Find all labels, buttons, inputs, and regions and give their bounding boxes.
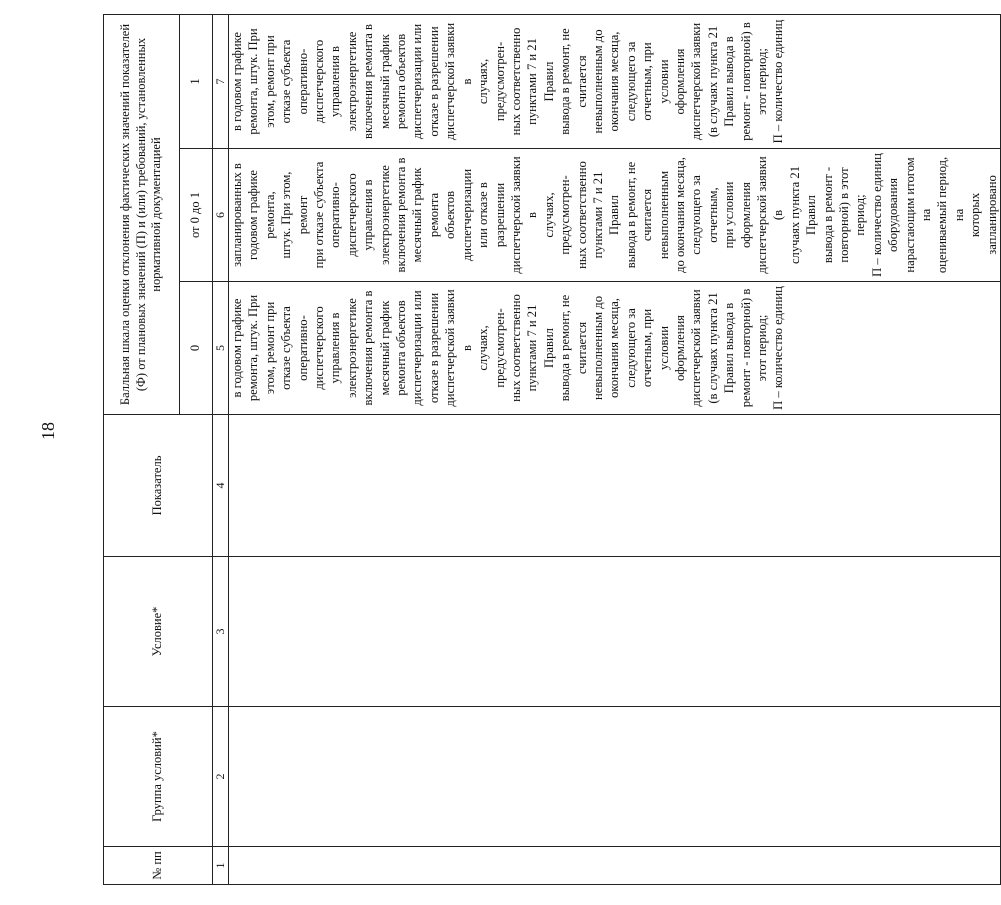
cell-line: диспетчерской заявки [689, 22, 704, 141]
rotated-table-container [103, 15, 999, 885]
cell-line: этот период; [755, 314, 769, 382]
col-number: 4 [213, 415, 229, 557]
cell-line: этот период; [755, 48, 769, 115]
cell-line: месячный график [377, 34, 392, 129]
cell-line: управления в [361, 179, 376, 251]
cell-line: невыполненным до [590, 29, 605, 134]
cell-line: случаях, предусмотрен- [541, 175, 573, 255]
header-no: № пп [104, 847, 213, 885]
cell-group [229, 707, 1001, 847]
cell-line: ремонта, штук. При [246, 294, 261, 402]
cell-line: которых запланировано [968, 175, 999, 255]
cell-line: повторной) в этот период; [837, 167, 868, 263]
cell-line: оперативно- [328, 182, 343, 248]
cell-line: следующего за [623, 41, 638, 122]
table-row [229, 15, 1001, 885]
cell-line: ных соответственно [508, 294, 523, 402]
col-number: 1 [213, 847, 229, 885]
cell-line: отказе в разрешении [426, 292, 441, 404]
cell-line: ных соответственно [508, 27, 523, 136]
cell-line: отказе субъекта [279, 39, 294, 124]
cell-line: оборудования [886, 178, 901, 252]
cell-line: отчетным, при условии [640, 308, 671, 388]
cell-line: включения ремонта в [394, 157, 409, 273]
cell-line: пунктами 7 и 21 Правил [525, 304, 556, 392]
cell-line: Правил вывода в [722, 302, 737, 394]
cell-line: оперативно- [295, 48, 310, 115]
cell-no [229, 847, 1001, 885]
cell-line: диспетчерского [344, 173, 359, 257]
col-number: 5 [213, 282, 229, 415]
header-condition: Условие* [104, 557, 213, 707]
cell-line: случаях, предусмотрен- [476, 308, 507, 388]
cell-line: считается [574, 321, 589, 375]
cell-line: оформления [672, 48, 687, 115]
cell-line: электроэнергетике [344, 31, 359, 132]
cell-line: вывода в ремонт - [820, 166, 835, 264]
cell-indicator [229, 415, 1001, 557]
cell-line: отказе в разрешении [426, 26, 441, 137]
cell-line: включения ремонта в [361, 24, 376, 139]
cell-line: диспетчерского [312, 306, 327, 390]
cell-line: вывода в ремонт, не [558, 28, 573, 135]
cell-line: в годовом графике [230, 32, 244, 131]
cell-line: оформления [672, 315, 687, 381]
cell-line: случаях пункта 21 Правил [787, 165, 819, 265]
cell-score-mid [229, 149, 1001, 282]
cell-line: (в случаях пункта 21 [705, 292, 720, 404]
scoring-table [103, 14, 1001, 885]
cell-line: оцениваемый период, на [935, 156, 966, 274]
cell-line: пунктами 7 и 21 Правил [590, 171, 622, 259]
cell-line: запланированных в [230, 163, 244, 267]
cell-line: П – количество единиц [771, 286, 786, 410]
page-number: 18 [38, 422, 58, 440]
column-numbers-row [213, 15, 229, 885]
header-indicator: Показатель [104, 415, 213, 557]
cell-line: месячный график ремонта [410, 167, 441, 263]
cell-line: вывода в ремонт, не [558, 294, 573, 402]
cell-line: считается [574, 55, 589, 108]
cell-line: штук. При этом, ремонт [279, 171, 310, 259]
header-score-1: 1 [180, 15, 213, 149]
cell-line: отказе субъекта [279, 306, 294, 390]
cell-line: до окончания месяца, [672, 157, 687, 273]
cell-line: ремонта, штук. При [246, 28, 261, 135]
cell-line: при отказе субъекта [312, 161, 327, 269]
cell-line: объектов диспетчеризации [443, 168, 474, 262]
cell-line: ных соответственно [574, 161, 589, 269]
cell-line: П – количество единиц [869, 153, 884, 277]
cell-line: диспетчерской заявки в [508, 156, 540, 274]
cell-condition [229, 557, 1001, 707]
col-number: 7 [213, 15, 229, 149]
cell-line: ремонт - повторной) в [738, 22, 753, 141]
cell-line: П – количество единиц [771, 19, 786, 144]
cell-line: ремонта объектов [394, 33, 409, 130]
cell-line: включения ремонта в [361, 290, 376, 406]
cell-score-1 [229, 15, 1001, 149]
col-number: 3 [213, 557, 229, 707]
cell-line: пунктами 7 и 21 Правил [525, 38, 556, 125]
cell-line: управления в [328, 312, 343, 384]
cell-line: невыполненным до [590, 296, 605, 400]
col-number: 6 [213, 149, 229, 282]
cell-line: следующего за [623, 308, 638, 388]
header-score-mid: от 0 до 1 [180, 149, 213, 282]
cell-line: при условии оформления [722, 181, 753, 249]
cell-line: считается невыполненным [640, 170, 671, 260]
cell-score-0 [229, 282, 1001, 415]
cell-line: диспетчерской заявки в [443, 22, 474, 141]
cell-line: диспетчерской заявки (в [755, 156, 786, 274]
header-group: Группа условий* [104, 707, 213, 847]
cell-line: диспетчерской заявки в [443, 289, 474, 407]
cell-line: диспетчеризации или [410, 290, 425, 406]
cell-line: электроэнергетике [377, 165, 392, 265]
cell-line: вывода в ремонт, не [623, 161, 638, 269]
cell-line: Правил вывода в [722, 36, 737, 127]
cell-line: диспетчеризации или [410, 23, 425, 140]
cell-line: ремонт - повторной) в [738, 288, 753, 408]
cell-line: или отказе в разрешении [476, 182, 507, 248]
cell-line: окончания месяца, [607, 298, 622, 398]
cell-line: ремонта объектов [394, 300, 409, 396]
cell-line: отчетным, при условии [640, 42, 671, 121]
cell-line: в годовом графике [230, 298, 244, 398]
cell-line: этом, ремонт при [262, 35, 277, 128]
cell-line: диспетчерского [312, 39, 327, 124]
cell-line: оперативно- [295, 315, 310, 381]
cell-line: месячный график [377, 300, 392, 396]
cell-line: случаях, предусмотрен- [476, 41, 507, 122]
col-number: 2 [213, 707, 229, 847]
cell-line: этом, ремонт при [262, 301, 277, 395]
header-score-0: 0 [180, 282, 213, 415]
cell-line: (в случаях пункта 21 [705, 25, 720, 138]
cell-line: нарастающим итогом на [902, 157, 934, 273]
cell-line: следующего за отчетным, [689, 175, 720, 255]
cell-line: годовом графике ремонта, [246, 170, 277, 260]
header-scale-title: Балльная шкала оценки отклонения фактических значений показателей (Ф) от плановых значений (П) и (или) требований, установленных нормативной документацией [104, 15, 180, 415]
cell-line: диспетчерской заявки [689, 289, 704, 407]
cell-line: управления в [328, 46, 343, 117]
cell-line: электроэнергетике [344, 298, 359, 398]
cell-line: окончания месяца, [607, 31, 622, 132]
